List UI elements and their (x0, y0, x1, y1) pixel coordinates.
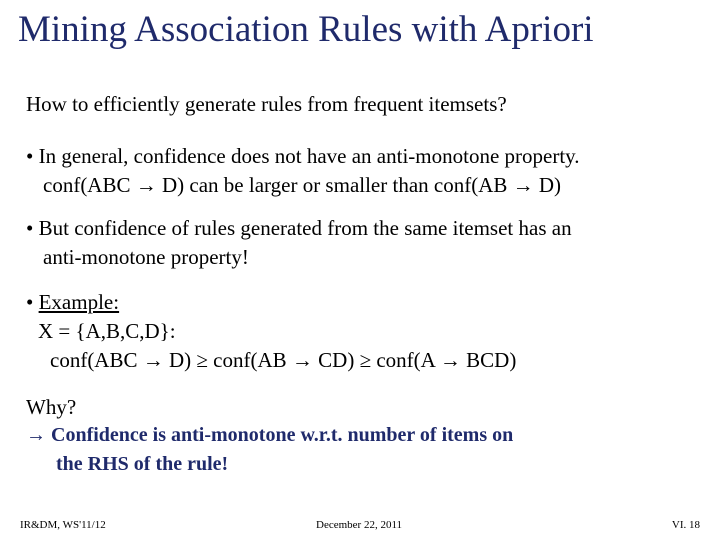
question-text: How to efficiently generate rules from frequent itemsets? (26, 92, 507, 116)
footer-course: IR&DM, WS'11/12 (20, 519, 106, 531)
answer-line-1: → Confidence is anti-monotone w.r.t. number of items on (26, 424, 514, 446)
bullet-1-line-2: conf(ABC → D) can be larger or smaller than conf(AB → D) (43, 173, 562, 197)
example-line-1: X = {A,B,C,D}: (38, 319, 176, 343)
slide-title: Mining Association Rules with Apriori (18, 9, 594, 50)
footer-page-number: VI. 18 (671, 519, 700, 531)
example-label: Example: (38, 290, 120, 314)
why-text: Why? (26, 395, 77, 419)
bullet-3-line (26, 288, 119, 316)
example-line-2: conf(ABC → D) ≥ conf(AB → CD) ≥ conf(A → BCD) (50, 348, 517, 372)
bullet-2-line-2: anti-monotone property! (43, 245, 249, 269)
footer-date: December 22, 2011 (316, 519, 403, 531)
bullet-3-marker: • (26, 290, 39, 314)
answer-line-2: the RHS of the rule! (56, 453, 229, 475)
bullet-1-line-1: • In general, confidence does not have an anti-monotone property. (26, 144, 580, 168)
bullet-2-line-1: • But confidence of rules generated from the same itemset has an (26, 216, 572, 240)
